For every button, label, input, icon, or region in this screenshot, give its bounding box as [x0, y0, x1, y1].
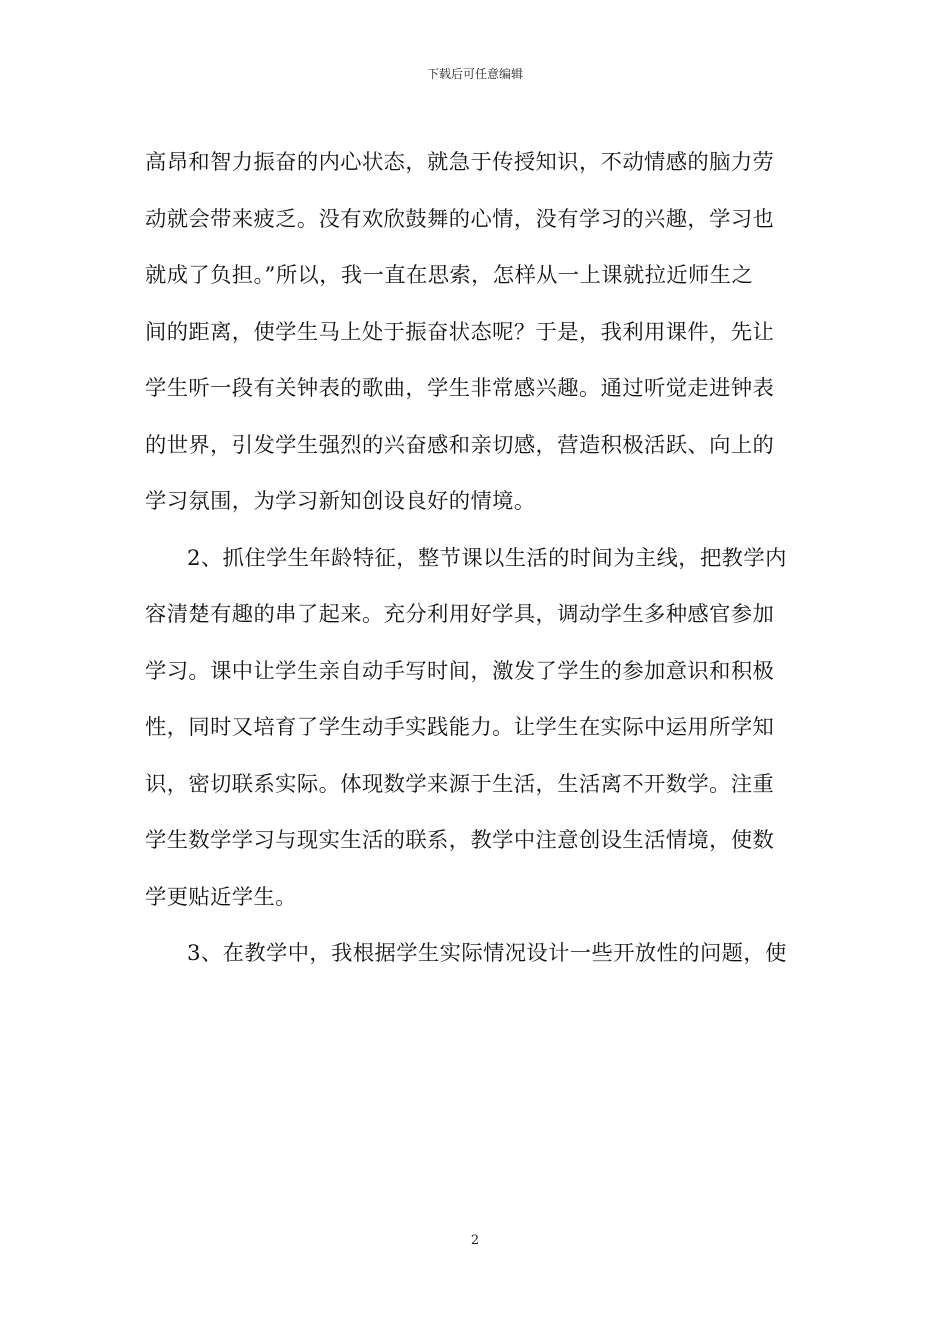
text-line: 容清楚有趣的串了起来。充分利用好学具，调动学生多种感官参加	[145, 602, 775, 627]
text-line: 高昂和智力振奋的内心状态，就急于传授知识，不动情感的脑力劳	[145, 150, 775, 175]
text-line: 2、抓住学生年龄特征，整节课以生活的时间为主线，把教学内	[187, 545, 787, 571]
paragraph-continued	[145, 135, 805, 531]
text-line: 就成了负担。”所以，我一直在思索，怎样从一上课就拉近师生之	[145, 263, 754, 288]
paragraph-point-2	[145, 531, 805, 927]
page-number: 2	[470, 1233, 480, 1248]
text-line: 识，密切联系实际。体现数学来源于生活，生活离不开数学。注重	[145, 771, 775, 797]
text-line: 学习。课中让学生亲自动手写时间，激发了学生的参加意识和积极	[145, 658, 775, 684]
text-line: 学生数学学习与现实生活的联系，教学中注意创设生活情境，使数	[145, 828, 775, 853]
text-line: 学生听一段有关钟表的歌曲，学生非常感兴趣。通过听觉走进钟表	[145, 376, 775, 401]
text-line: 间的距离，使学生马上处于振奋状态呢？于是，我利用课件，先让	[145, 319, 775, 345]
text-line: 3、在教学中，我根据学生实际情况设计一些开放性的问题，使	[187, 941, 787, 966]
text-line: 动就会带来疲乏。没有欢欣鼓舞的心情，没有学习的兴趣，学习也	[145, 206, 775, 232]
text-line: 学更贴近学生。	[145, 884, 297, 910]
text-line: 性，同时又培育了学生动手实践能力。让学生在实际中运用所学知	[145, 715, 775, 740]
text-line: 的世界，引发学生强烈的兴奋感和亲切感，营造积极活跃、向上的	[145, 432, 775, 458]
paragraph-point-3	[145, 926, 805, 983]
document-body	[145, 135, 805, 983]
page-header: 下载后可任意编辑	[426, 67, 523, 81]
text-line: 学习氛围，为学习新知创设良好的情境。	[145, 489, 536, 514]
